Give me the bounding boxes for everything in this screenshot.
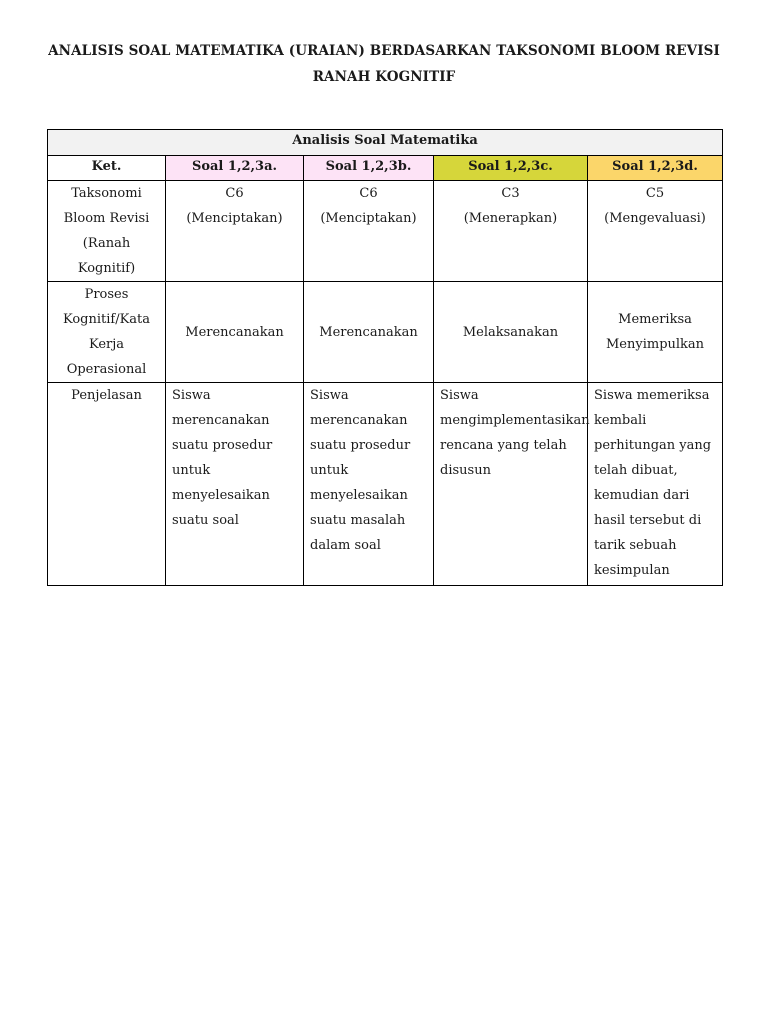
cell-line: merencanakan [310, 413, 408, 428]
cell-line: telah dibuat, [594, 463, 678, 478]
cell-line: tarik sebuah [594, 538, 677, 553]
cell-line: Siswa [310, 388, 349, 403]
cell-line: suatu prosedur [172, 438, 273, 453]
label-line: Kognitif) [77, 261, 136, 276]
table-caption-row [48, 130, 723, 156]
table-header-row [48, 156, 723, 181]
cell-proses-b [304, 282, 434, 383]
cell-taksonomi-d [588, 181, 723, 282]
cell-line: Melaksanakan [462, 324, 559, 340]
row-label-proses [48, 282, 166, 383]
cell-line: untuk [172, 463, 211, 478]
cell-penjelasan-d [588, 383, 723, 586]
cell-line: menyelesaikan [172, 488, 270, 503]
cell-line: C6 [359, 186, 378, 201]
label-line: Proses [84, 287, 129, 302]
table-row-proses [48, 282, 723, 383]
label-line: Taksonomi [71, 186, 142, 201]
cell-line: untuk [310, 463, 349, 478]
document-title-line-1: ANALISIS SOAL MATEMATIKA (URAIAN) BERDASARKAN TAKSONOMI BLOOM REVISI [48, 43, 720, 59]
cell-line: hasil tersebut di [594, 513, 702, 528]
document-title-line-2: RANAH KOGNITIF [312, 69, 456, 85]
label-line: (Ranah [82, 236, 131, 251]
cell-line: dalam soal [310, 538, 381, 553]
cell-line: merencanakan [172, 413, 270, 428]
cell-line: suatu prosedur [310, 438, 411, 453]
cell-penjelasan-a [166, 383, 304, 586]
table-row-penjelasan [48, 383, 723, 586]
cell-line: Merencanakan [319, 324, 418, 340]
cell-penjelasan-b [304, 383, 434, 586]
cell-proses-a [166, 282, 304, 383]
cell-line: rencana yang telah [440, 438, 567, 453]
cell-penjelasan-c [434, 383, 588, 586]
cell-line: suatu soal [172, 513, 239, 528]
cell-line: (Mengevaluasi) [604, 211, 706, 226]
row-label-penjelasan [48, 383, 166, 586]
cell-line: Memeriksa [618, 312, 692, 327]
label-line: Kerja [88, 337, 125, 352]
document-title [0, 38, 768, 90]
cell-line: (Menerapkan) [463, 211, 558, 226]
header-soal-b: Soal 1,2,3b. [304, 156, 434, 181]
label-line: Bloom Revisi [63, 211, 150, 226]
cell-taksonomi-a [166, 181, 304, 282]
row-label-taksonomi [48, 181, 166, 282]
header-soal-d: Soal 1,2,3d. [588, 156, 723, 181]
cell-line: Menyimpulkan [605, 337, 705, 352]
cell-proses-d [588, 282, 723, 383]
cell-line: perhitungan yang [594, 438, 712, 453]
cell-line: menyelesaikan [310, 488, 408, 503]
analysis-table [47, 129, 723, 586]
label-line: Operasional [66, 362, 147, 377]
table-caption: Analisis Soal Matematika [48, 130, 723, 156]
cell-line: (Menciptakan) [320, 211, 417, 226]
label-line: Kognitif/Kata [62, 312, 151, 327]
cell-line: (Menciptakan) [186, 211, 283, 226]
cell-line: kemudian dari [594, 488, 690, 503]
header-soal-c: Soal 1,2,3c. [434, 156, 588, 181]
table-row-taksonomi [48, 181, 723, 282]
header-ket: Ket. [48, 156, 166, 181]
cell-line: C5 [645, 186, 665, 201]
cell-line: mengimplementasikan [440, 413, 590, 428]
cell-line: disusun [440, 463, 491, 478]
cell-line: kesimpulan [594, 563, 670, 578]
cell-line: C3 [501, 186, 520, 201]
cell-line: C6 [225, 186, 244, 201]
cell-line: kembali [594, 413, 647, 428]
label-line: Penjelasan [71, 388, 142, 403]
cell-proses-c [434, 282, 588, 383]
cell-line: Siswa [172, 388, 211, 403]
cell-taksonomi-b [304, 181, 434, 282]
cell-line: suatu masalah [310, 513, 406, 528]
cell-taksonomi-c [434, 181, 588, 282]
header-soal-a: Soal 1,2,3a. [166, 156, 304, 181]
cell-line: Merencanakan [185, 324, 284, 340]
cell-line: Siswa memeriksa [594, 388, 710, 403]
cell-line: Siswa [440, 388, 479, 403]
